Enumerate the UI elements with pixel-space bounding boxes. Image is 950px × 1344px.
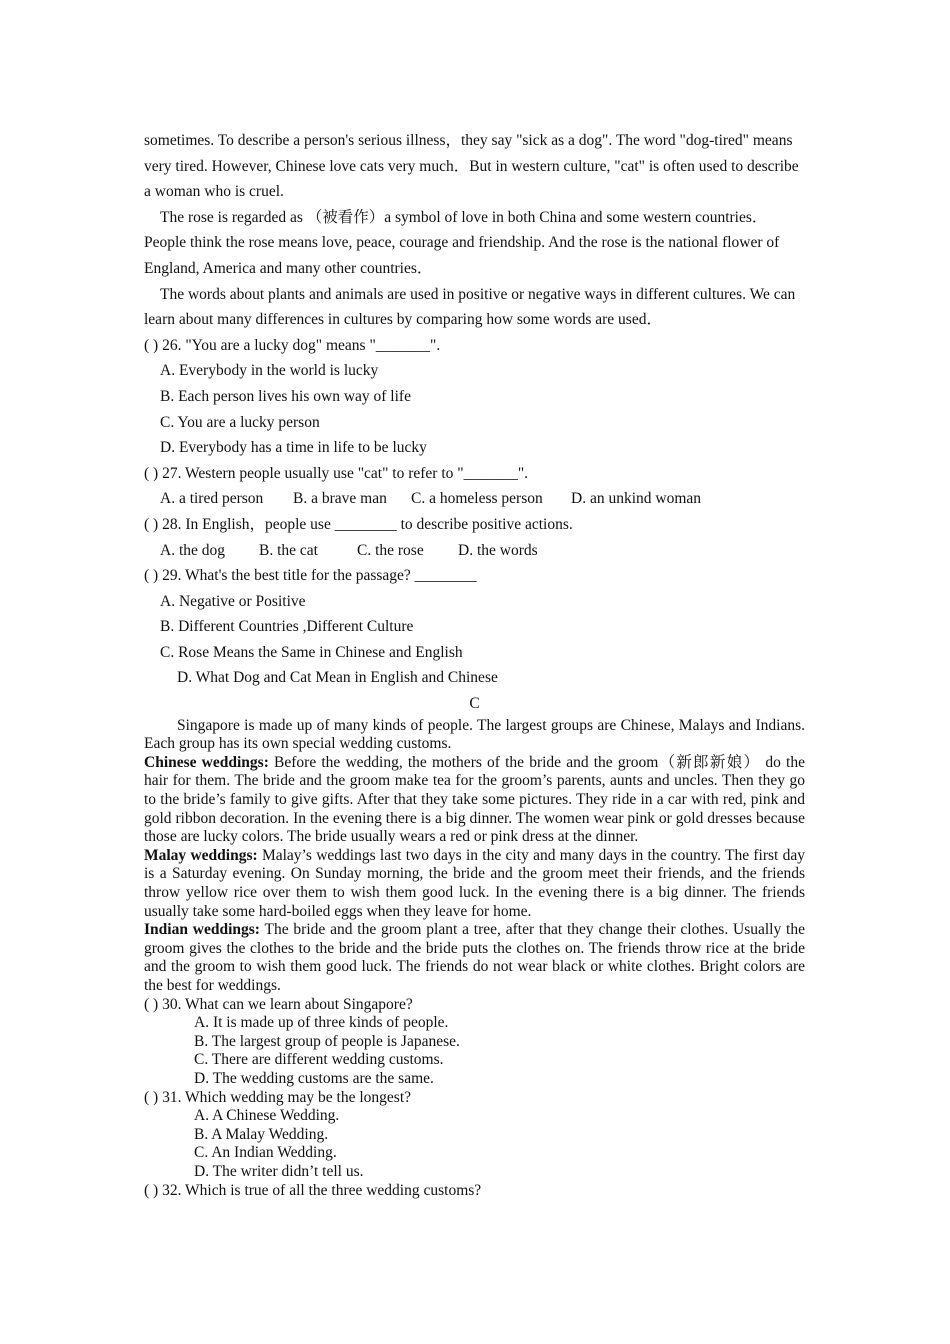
- option: C. Rose Means the Same in Chinese and English: [160, 643, 463, 661]
- question-30: ( ) 30. What can we learn about Singapore?: [144, 995, 413, 1013]
- option: D. the words: [458, 541, 538, 559]
- paragraph: sometimes. To describe a person's serious illness，they say "sick as a dog". The word "dog-tired" means very tired. However, Chinese love cats very much．But in western culture, "cat" is often used to describe a woman who is cruel.: [144, 132, 799, 201]
- option: D. an unkind woman: [571, 490, 702, 508]
- option: A. Everybody in the world is lucky: [160, 362, 379, 380]
- option: D. The wedding customs are the same.: [194, 1069, 434, 1087]
- document-page: [144, 128, 805, 1200]
- paragraph-text: Before the wedding, the mothers of the bride and the groom（新郎新娘） do the hair for them. The bride and the groom make tea for the groom’s parents, aunts and uncles. Then they go to the bride’s family to give gifts. After that they take some pictures. They ride in a car with red, pink and gold ribbon decoration. In the evening there is a big dinner. The women wear pink or gold dresses because those are lucky colors. The bride usually wears a red or pink dress at the dinner.: [144, 753, 805, 846]
- paragraph: Singapore is made up of many kinds of people. The largest groups are Chinese, Malays and Indians. Each group has its own special wedding customs.: [144, 716, 805, 753]
- option: B. the cat: [259, 541, 318, 559]
- option: D. Everybody has a time in life to be lucky: [160, 439, 427, 457]
- question-26: ( ) 26. "You are a lucky dog" means "_______".: [144, 336, 441, 354]
- option: A. the dog: [160, 541, 226, 559]
- option: A. Negative or Positive: [160, 592, 306, 610]
- option: D. The writer didn’t tell us.: [194, 1162, 364, 1180]
- question-28: ( ) 28. In English，people use ________ to describe positive actions.: [144, 515, 573, 533]
- option: B. a brave man: [293, 490, 387, 508]
- option: B. Different Countries ,Different Culture: [160, 618, 414, 636]
- question-27: ( ) 27. Western people usually use "cat" to refer to "_______".: [144, 464, 529, 482]
- option: B. The largest group of people is Japanese.: [194, 1032, 460, 1050]
- question-32: ( ) 32. Which is true of all the three wedding customs?: [144, 1181, 482, 1199]
- paragraph-text: The bride and the groom plant a tree, after that they change their clothes. Usually the groom gives the clothes to the bride and the bride puts the clothes on. The friends throw rice at the bride and the groom to wish them good luck. The friends do not wear black or white clothes. Bright colors are the best for weddings.: [144, 921, 805, 994]
- option: C. There are different wedding customs.: [194, 1051, 444, 1069]
- option: A. A Chinese Wedding.: [194, 1107, 340, 1125]
- option: C. An Indian Wedding.: [194, 1144, 337, 1162]
- paragraph-label: Chinese weddings:: [144, 753, 269, 771]
- paragraph-label: Indian weddings:: [144, 921, 260, 939]
- option: D. What Dog and Cat Mean in English and Chinese: [177, 669, 498, 687]
- option: B. Each person lives his own way of life: [160, 387, 411, 405]
- option: B. A Malay Wedding.: [194, 1125, 329, 1143]
- paragraph: The words about plants and animals are used in positive or negative ways in different cultures. We can learn about many differences in cultures by comparing how some words are used．: [144, 285, 796, 329]
- passage-b: [144, 128, 805, 333]
- paragraph: The rose is regarded as （被看作）a symbol of love in both China and some western countries．People think the rose means love, peace, courage and friendship. And the rose is the national flower of England, America and many other countries．: [144, 208, 780, 277]
- paragraph-text: Malay’s weddings last two days in the city and many days in the country. The first day is a Saturday evening. On Sunday morning, the bride and the groom meet their friends, and the friends throw yellow rice over them to wish them good luck. In the evening there is a big dinner. The friends usually take some hard-boiled eggs when they leave for home.: [144, 846, 805, 920]
- question-31: ( ) 31. Which wedding may be the longest?: [144, 1088, 412, 1106]
- paragraph-label: Malay weddings:: [144, 846, 258, 864]
- paragraph: [144, 754, 805, 847]
- options-row: [144, 538, 805, 564]
- option: C. the rose: [357, 541, 424, 559]
- option: C. a homeless person: [411, 490, 543, 508]
- option: A. a tired person: [160, 490, 264, 508]
- paragraph: [144, 847, 805, 921]
- section-heading: C: [469, 695, 480, 713]
- question-29: ( ) 29. What's the best title for the passage? ________: [144, 567, 477, 585]
- passage-c: [144, 717, 805, 996]
- options-row: [144, 486, 805, 512]
- paragraph: [144, 921, 805, 995]
- option: A. It is made up of three kinds of people.: [194, 1014, 449, 1032]
- option: C. You are a lucky person: [160, 413, 320, 431]
